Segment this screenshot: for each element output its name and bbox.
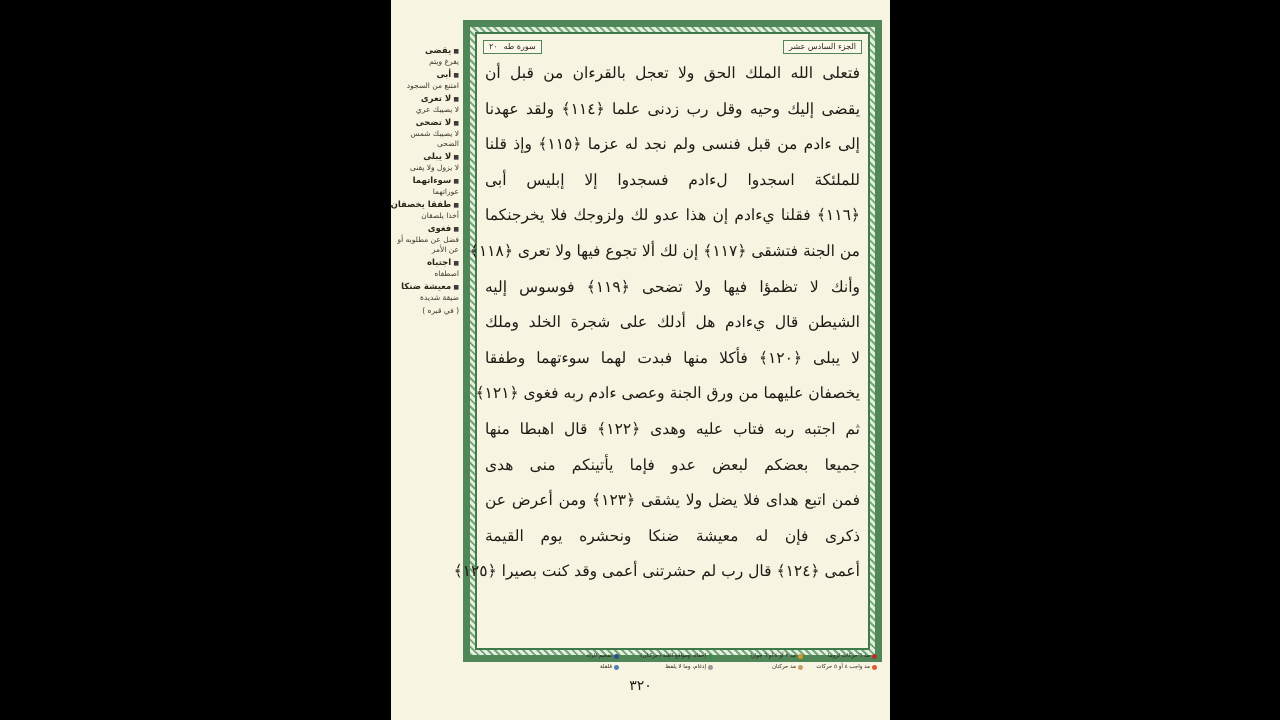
- glossary-word: ■ لا يبلى: [395, 152, 459, 163]
- legend-item: [750, 653, 803, 659]
- glossary-definition: اصطفاه: [434, 269, 459, 278]
- glossary-word: ■ اجتباه: [395, 258, 459, 269]
- legend-dot-icon: [708, 654, 713, 659]
- glossary-item: [395, 258, 459, 279]
- glossary-definition: لا يزول ولا يفنى: [409, 163, 459, 172]
- text-panel: [453, 32, 870, 650]
- legend-item: [587, 653, 619, 659]
- legend-label: إخفاء، ومواقع الغنة (حركتان): [640, 653, 706, 659]
- legend-item: [665, 664, 713, 670]
- glossary-word: ■ فغوى: [395, 224, 459, 235]
- glossary-definition: لا يصيبك عري: [416, 105, 459, 114]
- text-line: وأنك لا تظمؤا فيها ولا تضحى ﴿١١٩﴾ فوسوس إليه: [485, 277, 860, 296]
- glossary-item: [395, 118, 459, 149]
- text-line: أعمى ﴿١٢٤﴾ قال رب لم حشرتنى أعمى وقد كنت بصيرا ﴿١٢٥﴾: [453, 562, 860, 581]
- legend-label: إدغام، وما لا يلفظ: [665, 664, 706, 670]
- glossary-word: ■ أبى: [395, 70, 459, 81]
- mushaf-page: [391, 0, 890, 720]
- glossary-definition: فضل عن مطلوبه أو عن الأمر: [397, 235, 459, 254]
- juz-label: الجزء السادس عشر: [783, 40, 862, 54]
- glossary-definition: أخذا يلصقان: [421, 211, 459, 220]
- legend-dot-icon: [798, 654, 803, 659]
- text-line: ذكرى فإن له معيشة ضنكا ونحشره يوم القيمة: [485, 526, 860, 545]
- legend-dot-icon: [872, 665, 877, 670]
- text-line: من الجنة فتشقى ﴿١١٧﴾ إن لك ألا تجوع فيها ولا تعرى ﴿١١٨﴾: [469, 241, 860, 260]
- glossary-word: ■ لا تعرى: [395, 94, 459, 105]
- legend-item: [600, 664, 619, 670]
- glossary-word: ■ سوءاتهما: [395, 176, 459, 187]
- glossary-definition: يفرغ ويتم: [429, 57, 459, 66]
- legend-item: [640, 653, 713, 659]
- quran-text: [453, 56, 861, 590]
- legend-item: [828, 653, 877, 659]
- glossary-word: ■ طفقا يخصفان: [395, 200, 459, 211]
- margin-glossary: [390, 46, 459, 315]
- text-line: إلى ءادم من قبل فنسى ولم نجد له عزما ﴿١١٥﴾ وإذ قلنا: [485, 135, 860, 154]
- surah-number: ٢٠: [489, 41, 498, 51]
- legend-label: قلقلة: [599, 664, 612, 670]
- legend-dot-icon: [614, 654, 619, 659]
- page-header: [483, 40, 862, 53]
- page-number: ٣٢٠: [629, 678, 652, 694]
- text-line: الشيطن قال يءادم هل أدلك على شجرة الخلد وملك: [485, 313, 860, 332]
- tajweed-legend: [464, 651, 881, 675]
- legend-dot-icon: [872, 654, 877, 659]
- text-line: ﴿١١٦﴾ فقلنا يءادم إن هذا عدو لك ولزوجك فلا يخرجنكما: [485, 206, 860, 225]
- text-line: لا يبلى ﴿١٢٠﴾ فأكلا منها فبدت لهما سوءتهما وطفقا: [485, 348, 860, 367]
- legend-dot-icon: [708, 665, 713, 670]
- legend-label: مد واجب ٤ أو ٥ حركات: [816, 664, 870, 670]
- glossary-word: ■ معيشة ضنكا: [395, 282, 459, 293]
- legend-item: [816, 664, 877, 670]
- text-line: للملئكة اسجدوا لءادم فسجدوا إلا إبليس أبى: [485, 170, 860, 189]
- glossary-definition: عوراتهما: [432, 187, 459, 196]
- glossary-item: [395, 94, 459, 115]
- glossary-item: [395, 46, 459, 67]
- text-line: جميعا بعضكم لبعض عدو فإما يأتينكم منى هدى: [485, 455, 860, 474]
- legend-label: تفخيم الراء: [586, 653, 612, 659]
- glossary-note: ( في قبره ): [422, 306, 459, 315]
- legend-label: مد ٢ أو ٤ أو ٦ جوازا: [750, 653, 796, 659]
- surah-name: سورة طه: [503, 41, 536, 51]
- text-line: فمن اتبع هداى فلا يضل ولا يشقى ﴿١٢٣﴾ ومن أعرض عن: [485, 491, 860, 510]
- text-line: يخصفان عليهما من ورق الجنة وعصى ءادم ربه فغوى ﴿١٢١﴾: [475, 384, 860, 403]
- text-line: فتعلى الله الملك الحق ولا تعجل بالقرءان من قبل أن: [485, 64, 860, 82]
- glossary-definition: لا يصيبك شمس الضحى: [410, 129, 459, 148]
- legend-label: مد حركتان: [771, 664, 796, 670]
- glossary-word: ■ يقضى: [395, 46, 459, 57]
- glossary-item: [395, 224, 459, 255]
- glossary-word: ■ لا تضحى: [395, 118, 459, 129]
- legend-dot-icon: [798, 665, 803, 670]
- legend-dot-icon: [614, 665, 619, 670]
- legend-item: [772, 664, 803, 670]
- glossary-definition: ضيقة شديدة: [419, 293, 459, 302]
- surah-label-box: [483, 40, 542, 54]
- text-line: ثم اجتبه ربه فتاب عليه وهدى ﴿١٢٢﴾ قال اهبطا منها: [485, 419, 860, 438]
- legend-label: مد ٦ حركات لزوما: [828, 653, 870, 659]
- glossary-definition: امتنع من السجود: [406, 81, 459, 90]
- glossary-item: [395, 70, 459, 91]
- glossary-item: [395, 176, 459, 197]
- glossary-item: [390, 200, 459, 221]
- glossary-item: [395, 152, 459, 173]
- text-line: يقضى إليك وحيه وقل رب زدنى علما ﴿١١٤﴾ ولقد عهدنا: [485, 99, 861, 118]
- ornate-page-frame: [453, 20, 882, 662]
- glossary-item: [395, 282, 459, 303]
